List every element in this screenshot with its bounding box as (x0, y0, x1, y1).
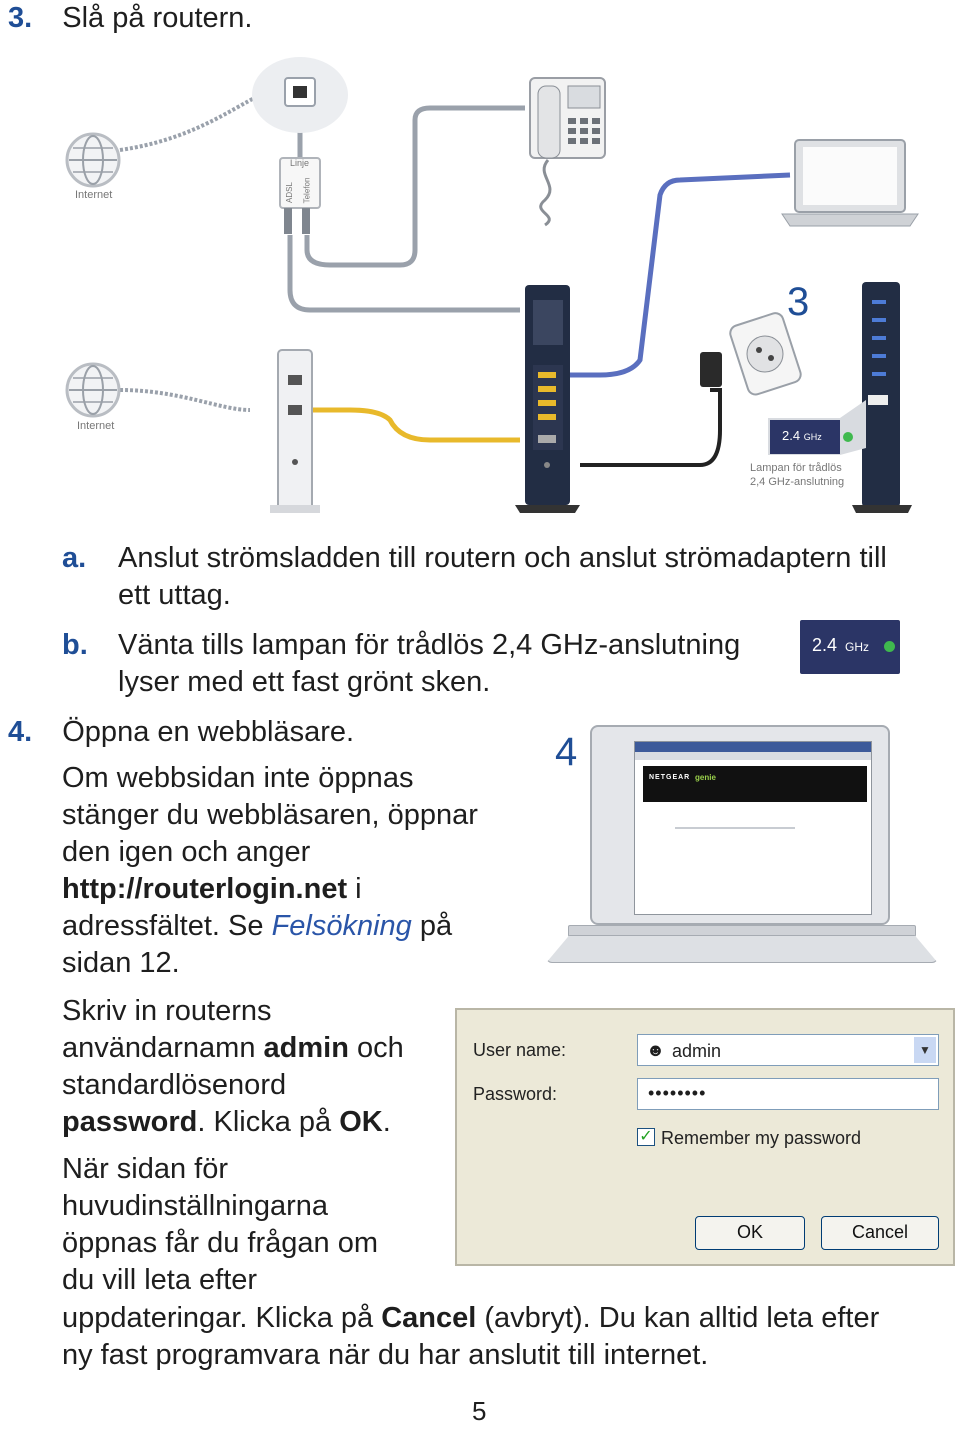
connection-diagram (0, 40, 960, 520)
internet-globe-top (67, 134, 119, 186)
p3-line6: ny fast programvara när du har anslutit till internet. (62, 1339, 709, 1371)
remember-checkbox[interactable]: ✓ (637, 1128, 655, 1146)
step-number: 4. (8, 716, 33, 748)
sub-step-b-line1: Vänta tills lampan för trådlös 2,4 GHz-anslutning (118, 629, 741, 661)
password-value: •••••••• (648, 1083, 707, 1103)
ghz-badge-unit: GHz (845, 640, 869, 654)
led-caption-1: Lampan för trådlös (750, 462, 842, 474)
sub-step-b-line2: lyser med ett fast grönt sken. (118, 666, 491, 698)
cable-phone (307, 108, 525, 265)
power-adapter (700, 352, 722, 387)
p1-line6: sidan 12. (62, 947, 180, 979)
browser-window (634, 741, 872, 915)
username-value: admin (672, 1041, 722, 1061)
username-combobox[interactable] (637, 1034, 939, 1066)
user-avatar-icon: ☻ (646, 1040, 665, 1060)
laptop-keyboard-deck (546, 935, 938, 963)
power-cable (580, 390, 720, 465)
p3-line5 (62, 1300, 879, 1337)
cable-internet-top (120, 95, 260, 150)
splitter-line-label: Linje (290, 158, 310, 168)
step-title: Slå på routern. (62, 2, 253, 34)
cable-internet-bottom (120, 390, 250, 410)
page-number: 5 (472, 1396, 487, 1426)
ghz-led-badge (800, 620, 900, 674)
p3-line4: du vill leta efter (62, 1264, 258, 1296)
ok-button[interactable]: OK (695, 1216, 805, 1250)
p2-line2-post: och (348, 1032, 404, 1064)
p1-line5 (62, 908, 452, 945)
led-label (782, 428, 822, 443)
p3-line3: öppnas får du frågan om (62, 1227, 378, 1259)
username-label: User name: (473, 1040, 567, 1060)
p1-line4-tail: i (347, 873, 362, 905)
p1-line5-post: på (411, 910, 453, 942)
genie-logo: genie (695, 773, 716, 782)
p1-line2: stänger du webbläsaren, öppnar (62, 799, 478, 831)
p3-line2: huvudinställningarna (62, 1190, 329, 1222)
sub-step-letter: b. (62, 629, 88, 661)
splitter-adsl-label: ADSL (284, 182, 294, 203)
wall-phone-socket (252, 57, 348, 133)
led-caption-2: 2,4 GHz-anslutning (750, 476, 845, 488)
router-url: http://routerlogin.net (62, 873, 348, 905)
modem (270, 350, 320, 513)
router-back (515, 285, 580, 513)
green-led-icon (884, 641, 895, 652)
cable-adsl-router (290, 235, 520, 310)
p1-line3: den igen och anger (62, 836, 311, 868)
browser-titlebar (635, 742, 871, 752)
browser-content-line (675, 827, 795, 829)
telephone (530, 78, 605, 225)
step-4-heading (8, 714, 354, 751)
led-label-unit: GHz (803, 432, 822, 442)
internet-globe-bottom (67, 364, 119, 416)
username-admin: admin (263, 1032, 349, 1064)
chevron-down-icon[interactable]: ▼ (914, 1037, 936, 1063)
login-dialog (455, 1008, 955, 1266)
p2-line2-pre: användarnamn (62, 1032, 264, 1064)
internet-label-bottom: Internet (77, 420, 115, 432)
p1-line5-pre: adressfältet. Se (62, 910, 272, 942)
router-front (852, 282, 912, 513)
genie-header (643, 766, 867, 802)
ok-reference: OK (339, 1106, 383, 1138)
password-field[interactable] (637, 1078, 939, 1110)
password-label: Password: (473, 1084, 558, 1104)
p2-line3: standardlösenord (62, 1069, 287, 1101)
browser-toolbar (635, 752, 871, 760)
troubleshooting-link[interactable]: Felsökning (271, 910, 412, 942)
sub-step-letter: a. (62, 542, 87, 574)
cancel-reference: Cancel (381, 1302, 477, 1334)
laptop (782, 140, 918, 226)
p3-line5-post: (avbryt). Du kan alltid leta efter (476, 1302, 880, 1334)
p2-line4 (62, 1104, 391, 1141)
ghz-badge-value: 2.4 (812, 635, 838, 655)
cancel-button[interactable]: Cancel (821, 1216, 939, 1250)
netgear-logo: NETGEAR (649, 774, 691, 781)
cable-yellow (310, 410, 520, 440)
led-label-value: 2.4 (782, 428, 801, 443)
laptop-browser (590, 725, 890, 925)
step-title: Öppna en webbläsare. (62, 716, 355, 748)
p2-line2 (62, 1030, 404, 1067)
sub-step-a-line2: ett uttag. (118, 579, 231, 611)
p2-line4-end: . (382, 1106, 391, 1138)
p3-line1: När sidan för (62, 1153, 229, 1185)
sub-step-a-line1: Anslut strömsladden till routern och anslut strömadaptern till (118, 542, 887, 574)
default-password: password (62, 1106, 198, 1138)
remember-label: Remember my password (661, 1128, 862, 1148)
sub-step-a (62, 540, 86, 577)
p1-line4 (62, 871, 362, 908)
p1-line1: Om webbsidan inte öppnas (62, 762, 414, 794)
step-4-marker: 4 (555, 730, 578, 774)
p2-line4-mid: . Klicka på (197, 1106, 340, 1138)
diagram-step-marker: 3 (787, 280, 810, 324)
step-number: 3. (8, 2, 33, 34)
sub-step-b (62, 627, 88, 664)
step-3-heading (8, 0, 252, 37)
p2-line1: Skriv in routerns (62, 995, 272, 1027)
splitter-phone-label: Telefon (302, 177, 312, 204)
internet-label-top: Internet (75, 189, 113, 201)
p3-line5-pre: uppdateringar. Klicka på (62, 1302, 382, 1334)
